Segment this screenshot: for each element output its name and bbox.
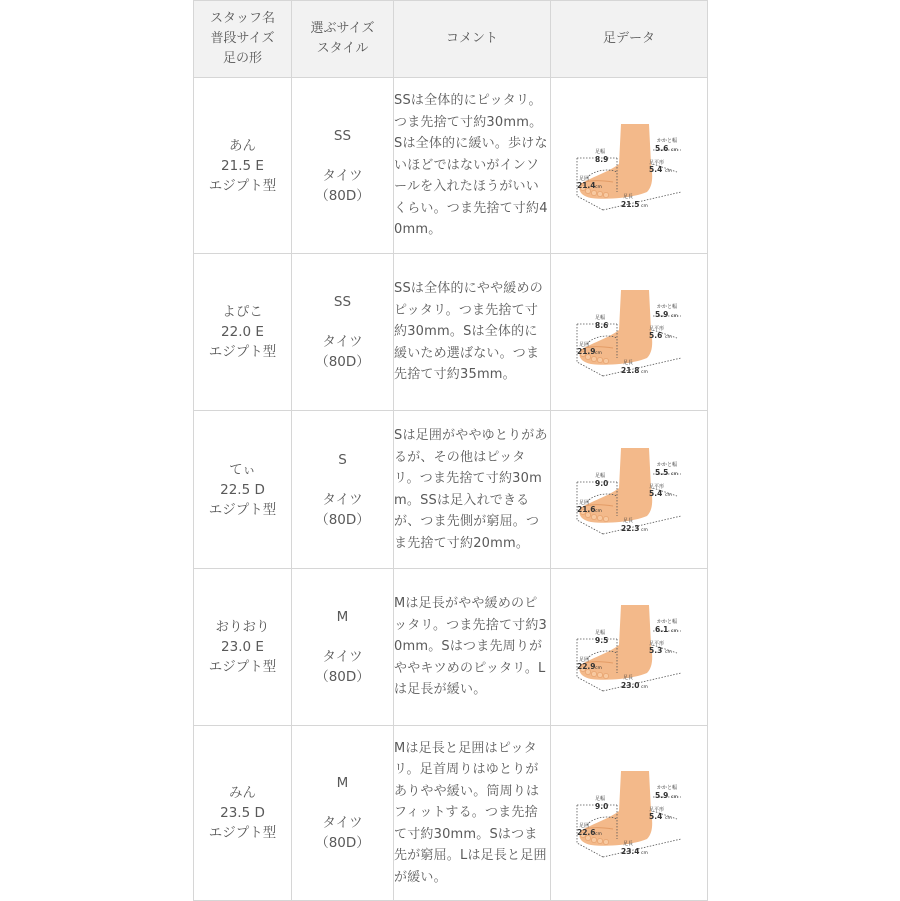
- heel-width-label: かかと幅: [657, 461, 678, 468]
- length-label: 足長: [623, 517, 634, 524]
- staff-name: あん: [229, 137, 256, 154]
- heel-width-value: 5.9: [655, 791, 669, 800]
- header-staff: スタッフ名 普段サイズ 足の形: [194, 1, 292, 78]
- style-name: タイツ: [322, 649, 363, 665]
- chosen-size: SS: [333, 294, 352, 310]
- heel-width-label: かかと幅: [657, 137, 678, 144]
- flat-value: 5.3: [649, 646, 663, 655]
- foot-shape: エジプト型: [208, 825, 277, 841]
- foot-height-label: 足幅: [595, 472, 606, 479]
- denier: （80D）: [315, 187, 370, 204]
- style-name: タイツ: [322, 815, 363, 831]
- comment-cell: [394, 78, 551, 254]
- comment-text: Mは足長と足囲はピッタリ。足首周りはゆとりがありやや緩い。筒周りはフィットする。つま先捨て寸約30mm。Sはつま先が窮屈。Lは足長と足囲が緩い。: [394, 740, 547, 885]
- length-label: 足長: [623, 675, 634, 681]
- heel-width-label: かかと幅: [657, 304, 678, 310]
- length-value: 23.0: [621, 681, 640, 690]
- girth-label: 足囲: [579, 342, 590, 348]
- usual-size: 23.0 E: [221, 639, 264, 655]
- foot-shape: エジプト型: [208, 344, 277, 360]
- foot-diagram: [573, 286, 685, 378]
- spacer: [292, 627, 393, 647]
- header-row: [194, 1, 708, 78]
- foot-shape: エジプト型: [208, 501, 277, 518]
- heel-width-value: 6.1: [655, 625, 669, 634]
- staff-cell: [194, 254, 292, 411]
- foot-height-value: 9.0: [595, 478, 609, 488]
- denier: （80D）: [315, 669, 370, 685]
- comment-cell: [394, 726, 551, 901]
- staff-name: おりおり: [215, 619, 270, 635]
- foot-diagram: [573, 767, 685, 859]
- flat-value: 5.4: [649, 164, 663, 174]
- usual-size: 23.5 D: [220, 805, 265, 821]
- table-row: [194, 411, 708, 569]
- staff-cell: [194, 78, 292, 254]
- foot-height-label: 足幅: [595, 148, 606, 155]
- flat-label: 足平形: [649, 326, 665, 332]
- foot-data-cell: [551, 569, 708, 726]
- heel-width-label: かかと幅: [657, 619, 678, 625]
- foot-data-cell: [551, 78, 708, 254]
- size-cell: [292, 254, 394, 411]
- spacer: [292, 793, 393, 813]
- usual-size: 21.5 E: [221, 157, 264, 174]
- chosen-size: M: [336, 775, 349, 791]
- table-row: [194, 726, 708, 901]
- foot-height-label: 足幅: [595, 315, 606, 321]
- table-row: [194, 78, 708, 254]
- girth-label: 足囲: [579, 657, 590, 663]
- staff-name: みん: [229, 785, 256, 801]
- comment-text: SSは全体的にやや緩めのピッタリ。つま先捨て寸約30mm。Sは全体的に緩いため選ばない。つま先捨て寸約35mm。: [394, 281, 543, 383]
- foot-diagram: [573, 601, 685, 693]
- usual-size: 22.0 E: [221, 324, 264, 340]
- girth-value: 22.6: [577, 828, 596, 837]
- foot-height-value: 9.0: [595, 802, 609, 811]
- usual-size: 22.5 D: [220, 481, 265, 498]
- girth-value: 21.9: [577, 347, 596, 356]
- table-row: [194, 569, 708, 726]
- length-unit: cm: [641, 370, 648, 375]
- foot-height-label: 足幅: [595, 630, 606, 636]
- spacer: [292, 470, 393, 490]
- length-unit: cm: [641, 685, 648, 690]
- foot-data-cell: [551, 411, 708, 569]
- comment-text: SSは全体的にピッタリ。つま先捨て寸約30mm。Sは全体的に緩い。歩けないほどではないがインソールを入れたほうがいいくらい。つま先捨て寸約40mm。: [394, 93, 548, 238]
- foot-shape: エジプト型: [208, 177, 277, 194]
- header-size: 選ぶサイズ スタイル: [292, 1, 394, 78]
- length-unit: cm: [641, 203, 648, 209]
- comment-cell: [394, 411, 551, 569]
- girth-value: 22.9: [577, 662, 596, 671]
- girth-unit: cm: [595, 832, 602, 837]
- heel-width-unit: cm: [671, 314, 678, 319]
- heel-width-value: 5.9: [655, 310, 669, 319]
- size-cell: [292, 569, 394, 726]
- flat-label: 足平形: [649, 641, 665, 647]
- style-name: タイツ: [322, 491, 363, 508]
- flat-unit: cm: [665, 650, 672, 655]
- girth-label: 足囲: [579, 823, 590, 829]
- girth-value: 21.6: [577, 504, 596, 514]
- foot-data-cell: [551, 254, 708, 411]
- comment-cell: [394, 569, 551, 726]
- denier: （80D）: [315, 511, 370, 528]
- heel-width-value: 5.5: [655, 467, 669, 477]
- chosen-size: SS: [333, 127, 352, 144]
- flat-value: 5.4: [649, 488, 663, 498]
- flat-unit: cm: [665, 168, 672, 174]
- staff-name: よぴこ: [222, 304, 263, 320]
- heel-width-unit: cm: [671, 471, 678, 477]
- length-label: 足長: [623, 360, 634, 366]
- staff-cell: [194, 411, 292, 569]
- comment-cell: [394, 254, 551, 411]
- girth-value: 21.4: [577, 180, 596, 190]
- style-name: タイツ: [322, 167, 363, 184]
- size-cell: [292, 411, 394, 569]
- girth-unit: cm: [595, 666, 602, 671]
- foot-shape: エジプト型: [208, 659, 277, 675]
- size-cell: [292, 726, 394, 901]
- chosen-size: M: [336, 609, 349, 625]
- flat-value: 5.6: [649, 331, 663, 340]
- length-value: 22.3: [621, 523, 640, 533]
- heel-width-unit: cm: [671, 795, 678, 800]
- flat-unit: cm: [665, 492, 672, 498]
- foot-height-value: 8.6: [595, 321, 609, 330]
- heel-width-label: かかと幅: [657, 785, 678, 791]
- flat-value: 5.4: [649, 812, 663, 821]
- comment-text: Sは足囲がややゆとりがあるが、その他はピッタリ。つま先捨て寸約30mm。SSは足入れできるが、つま先側が窮屈。つま先捨て寸約20mm。: [394, 428, 548, 551]
- foot-data-cell: [551, 726, 708, 901]
- staff-name: てぃ: [229, 461, 256, 478]
- spacer: [292, 312, 393, 332]
- girth-label: 足囲: [579, 175, 590, 182]
- flat-label: 足平形: [649, 159, 665, 166]
- style-name: タイツ: [322, 334, 363, 350]
- girth-label: 足囲: [579, 499, 590, 506]
- staff-cell: [194, 726, 292, 901]
- girth-unit: cm: [595, 184, 602, 190]
- foot-height-label: 足幅: [595, 796, 606, 802]
- spacer: [292, 146, 393, 166]
- length-label: 足長: [623, 841, 634, 847]
- foot-height-value: 8.9: [595, 154, 609, 164]
- header-comment: コメント: [394, 1, 551, 78]
- size-comparison-table: [193, 0, 708, 901]
- length-value: 21.5: [621, 199, 640, 209]
- flat-label: 足平形: [649, 483, 665, 490]
- table-row: [194, 254, 708, 411]
- heel-width-value: 5.6: [655, 143, 669, 153]
- heel-width-unit: cm: [671, 629, 678, 634]
- chosen-size: S: [338, 451, 347, 468]
- length-value: 23.4: [621, 847, 640, 856]
- foot-height-value: 9.5: [595, 636, 609, 645]
- girth-unit: cm: [595, 508, 602, 514]
- size-cell: [292, 78, 394, 254]
- flat-label: 足平形: [649, 807, 665, 813]
- girth-unit: cm: [595, 351, 602, 356]
- length-value: 21.8: [621, 366, 640, 375]
- staff-cell: [194, 569, 292, 726]
- length-label: 足長: [623, 193, 634, 200]
- denier: （80D）: [315, 354, 370, 370]
- foot-diagram: [573, 444, 685, 536]
- denier: （80D）: [315, 835, 370, 851]
- heel-width-unit: cm: [671, 147, 678, 153]
- flat-unit: cm: [665, 335, 672, 340]
- length-unit: cm: [641, 851, 648, 856]
- comment-text: Mは足長がやや緩めのピッタリ。つま先捨て寸約30mm。Sはつま先周りがややキツめのピッタリ。Lは足長が緩い。: [394, 596, 548, 698]
- header-foot-data: 足データ: [551, 1, 708, 78]
- flat-unit: cm: [665, 816, 672, 821]
- length-unit: cm: [641, 527, 648, 533]
- foot-diagram: [573, 120, 685, 212]
